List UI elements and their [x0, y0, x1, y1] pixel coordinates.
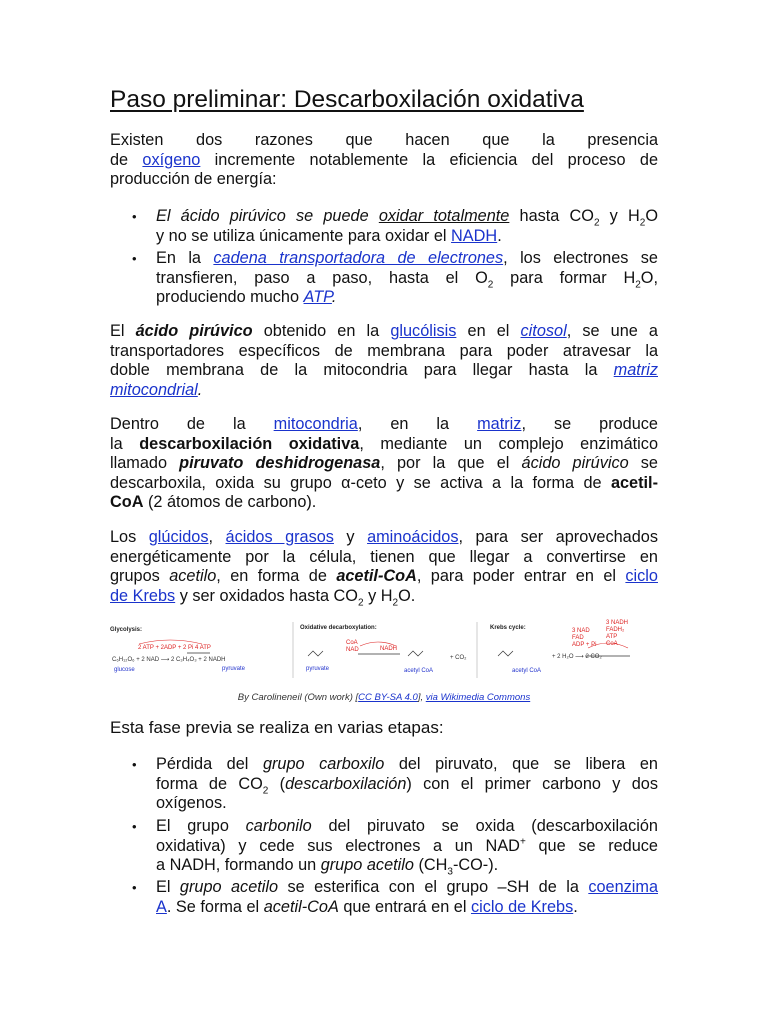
link-atp[interactable]: ATP: [303, 288, 332, 306]
list-item: • En la cadena transportadora de electrones, los electrones se transfieren, paso a paso, hasta el $O_2$ para formar $H_2O$, produciendo mucho ATP.: [132, 249, 658, 306]
link-mitocondrial[interactable]: mitocondrial: [110, 380, 198, 399]
link-ciclo-de-krebs[interactable]: ciclo de Krebs: [470, 897, 574, 916]
stages-intro: Esta fase previa se realiza en varias etapas:: [110, 718, 444, 737]
bullet-icon: •: [132, 819, 137, 834]
link-mitocondria[interactable]: mitocondria: [273, 415, 358, 433]
reaction-diagram: Glycolysis: 2 ATP + 2ADP + 2 Pi 4 ATP C₆H₁₂O₆ + 2 NAD ⟶ 2 C₃H₄O₃ + 2 NADH glucose pyruvate Oxidative decarboxylation: CoA NAD NADH + CO₂ pyruvate acetyl CoA Krebs cycle: 3 NAD FAD ADP + Pi 3 NADH FADH₂ ATP CoA + 2 H₂O ⟶ 2 CO₂ acetyl CoA: [110, 620, 658, 682]
link-glucolisis[interactable]: glucólisis: [390, 322, 457, 340]
decarboxylation-paragraph: Dentro de la mitocondria, en la matriz, se produce la descarboxilación oxidativa, mediante un complejo enzimático llamado piruvato deshidrogenasa, por la que el ácido pirúvico se descarboxila, oxida su grupo α-ceto y se activa a la forma de acetil- CoA (2 átomos de carbono).: [110, 415, 658, 511]
wikimedia-link[interactable]: via Wikimedia Commons: [425, 692, 531, 703]
link-cadena-transportadora[interactable]: cadena transportadora de electrones: [213, 249, 504, 267]
link-coenzima-a[interactable]: A: [156, 897, 167, 916]
list-item: • El grupo acetilo se esterifica con el grupo –SH de la coenzima A. Se forma el acetil-CoA que entrará en el ciclo de Krebs.: [132, 878, 658, 916]
list-item: • Pérdida del grupo carboxilo del piruvato, que se libera en forma de $CO_2$ (descarboxilación) con el primer carbono y dos oxígenos.: [132, 755, 658, 812]
pyruvic-paragraph: El ácido pirúvico obtenido en la glucólisis en el citosol, se une a transportadores específicos de membrana para poder atravesar la doble membrana de la mitocondria para llegar hasta la matriz mitocondrial.: [110, 322, 658, 399]
list-item: • El grupo carbonilo del piruvato se oxida (descarboxilación oxidativa) y cede sus electrones a un NAD+ que se reduce a NADH, formando un grupo acetilo $(CH_3-CO-)$.: [132, 817, 658, 878]
intro-paragraph: Existen dos razones que hacen que la presencia de oxígeno incremente notablemente la eficiencia del proceso de producción de energía:: [110, 131, 658, 188]
link-oxigeno[interactable]: oxígeno: [142, 150, 201, 169]
link-acidos-grasos[interactable]: ácidos grasos: [225, 528, 334, 546]
bullet-icon: •: [132, 880, 137, 895]
link-matriz-mitocondrial[interactable]: matriz: [613, 361, 658, 379]
link-coenzima[interactable]: coenzima: [588, 878, 658, 896]
link-aminoacidos[interactable]: aminoácidos: [367, 528, 459, 546]
bullet-icon: •: [132, 757, 137, 772]
link-nadh[interactable]: NADH: [451, 226, 498, 245]
bullet-icon: •: [132, 251, 137, 266]
bullet-icon: •: [132, 209, 137, 224]
figure-caption: By Carolineneil (Own work) [CC BY-SA 4.0], via Wikimedia Commons: [237, 692, 531, 703]
license-link[interactable]: CC BY-SA 4.0: [358, 692, 418, 703]
link-citosol[interactable]: citosol: [520, 322, 567, 340]
link-matriz[interactable]: matriz: [477, 415, 522, 433]
metabolites-paragraph: Los glúcidos, ácidos grasos y aminoácidos, para ser aprovechados energéticamente por la célula, tienen que llegar a convertirse en grupos acetilo, en forma de acetil-CoA, para poder entrar en el ciclo de Krebs y ser oxidados hasta $CO_2$ y $H_2O$.: [110, 528, 658, 608]
page-title: Paso preliminar: Descarboxilación oxidativa: [110, 86, 584, 113]
link-ciclo-krebs[interactable]: ciclo: [625, 567, 658, 585]
list-item: • El ácido pirúvico se puede oxidar totalmente hasta $CO_2$ y $H_2O$ y no se utiliza únicamente para oxidar el NADH.: [132, 207, 658, 245]
link-glucidos[interactable]: glúcidos: [148, 528, 209, 546]
link-de-krebs[interactable]: de Krebs: [110, 586, 176, 605]
